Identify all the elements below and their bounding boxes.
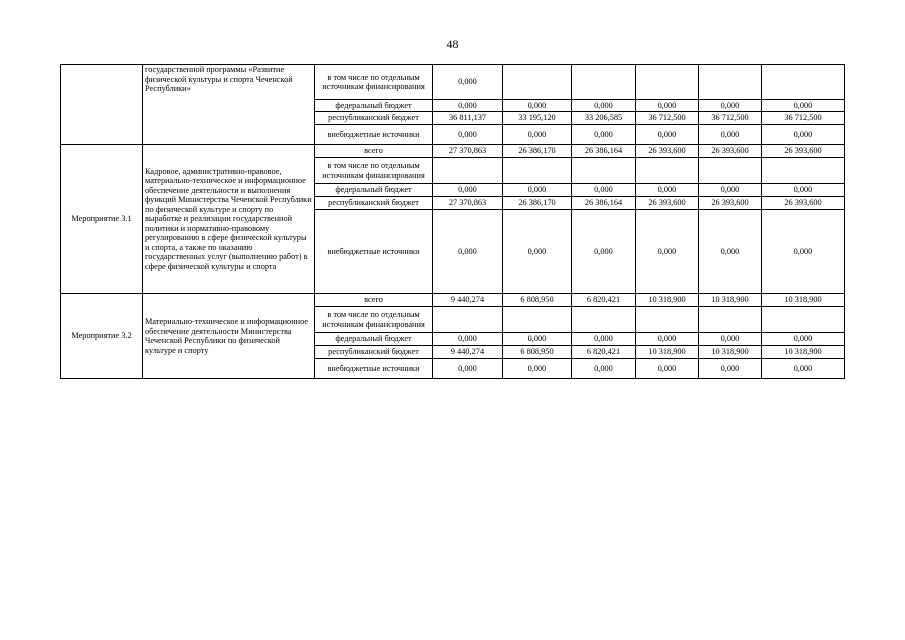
- amount-cell: 33 195,120: [503, 112, 572, 125]
- amount-cell: 0,000: [572, 210, 636, 294]
- funding-source-cell: всего: [315, 294, 433, 307]
- amount-cell: 6 808,950: [503, 294, 572, 307]
- amount-cell: 27 370,863: [433, 145, 503, 158]
- amount-cell: 0,000: [433, 125, 503, 145]
- amount-cell: 36 811,137: [433, 112, 503, 125]
- amount-cell: [762, 158, 845, 184]
- amount-cell: 26 393,600: [636, 197, 699, 210]
- amount-cell: 10 318,900: [762, 294, 845, 307]
- amount-cell: 0,000: [503, 125, 572, 145]
- amount-cell: 0,000: [762, 210, 845, 294]
- funding-source-cell: республиканский бюджет: [315, 346, 433, 359]
- amount-cell: [699, 307, 762, 333]
- amount-cell: [762, 65, 845, 100]
- amount-cell: 6 820,421: [572, 294, 636, 307]
- amount-cell: 27 370,863: [433, 197, 503, 210]
- amount-cell: 0,000: [699, 359, 762, 379]
- amount-cell: 0,000: [503, 359, 572, 379]
- amount-cell: 0,000: [762, 100, 845, 112]
- funding-source-cell: в том числе по отдельным источникам финансирования: [315, 158, 433, 184]
- amount-cell: 0,000: [503, 333, 572, 346]
- funding-source-cell: всего: [315, 145, 433, 158]
- amount-cell: 0,000: [699, 125, 762, 145]
- amount-cell: [636, 158, 699, 184]
- budget-table: [60, 64, 845, 379]
- event-cell: Мероприятие 3.1: [61, 145, 143, 294]
- amount-cell: 0,000: [636, 333, 699, 346]
- amount-cell: [636, 307, 699, 333]
- description-cell: Материально-техническое и информационное обеспечение деятельности Министерства Чеченской Республики по физической культуре и спорту: [143, 294, 315, 379]
- amount-cell: 0,000: [636, 184, 699, 197]
- amount-cell: 0,000: [433, 65, 503, 100]
- funding-source-cell: внебюджетные источники: [315, 210, 433, 294]
- amount-cell: 6 808,950: [503, 346, 572, 359]
- amount-cell: 36 712,500: [636, 112, 699, 125]
- amount-cell: 0,000: [699, 184, 762, 197]
- amount-cell: 26 393,600: [699, 145, 762, 158]
- amount-cell: 0,000: [762, 125, 845, 145]
- amount-cell: [636, 65, 699, 100]
- amount-cell: 6 820,421: [572, 346, 636, 359]
- amount-cell: 9 440,274: [433, 294, 503, 307]
- funding-source-cell: в том числе по отдельным источникам финансирования: [315, 65, 433, 100]
- event-cell: Мероприятие 3.2: [61, 294, 143, 379]
- page-number: 48: [446, 37, 459, 51]
- amount-cell: 0,000: [503, 210, 572, 294]
- funding-source-cell: внебюджетные источники: [315, 359, 433, 379]
- funding-source-cell: федеральный бюджет: [315, 100, 433, 112]
- amount-cell: [572, 307, 636, 333]
- amount-cell: 0,000: [572, 184, 636, 197]
- amount-cell: 0,000: [636, 210, 699, 294]
- amount-cell: 26 393,600: [762, 197, 845, 210]
- amount-cell: 0,000: [699, 333, 762, 346]
- amount-cell: 10 318,900: [699, 346, 762, 359]
- amount-cell: 10 318,900: [699, 294, 762, 307]
- amount-cell: 0,000: [636, 359, 699, 379]
- amount-cell: [503, 307, 572, 333]
- amount-cell: 9 440,274: [433, 346, 503, 359]
- amount-cell: [762, 307, 845, 333]
- amount-cell: 26 386,170: [503, 145, 572, 158]
- amount-cell: 0,000: [762, 333, 845, 346]
- funding-source-cell: федеральный бюджет: [315, 184, 433, 197]
- amount-cell: 26 386,164: [572, 197, 636, 210]
- amount-cell: 0,000: [572, 333, 636, 346]
- funding-source-cell: федеральный бюджет: [315, 333, 433, 346]
- amount-cell: 0,000: [433, 100, 503, 112]
- funding-source-cell: республиканский бюджет: [315, 112, 433, 125]
- amount-cell: 36 712,500: [699, 112, 762, 125]
- amount-cell: 0,000: [699, 210, 762, 294]
- amount-cell: [433, 307, 503, 333]
- funding-source-cell: внебюджетные источники: [315, 125, 433, 145]
- amount-cell: 36 712,500: [762, 112, 845, 125]
- amount-cell: 0,000: [636, 100, 699, 112]
- amount-cell: 0,000: [762, 359, 845, 379]
- amount-cell: 10 318,900: [636, 294, 699, 307]
- amount-cell: [572, 65, 636, 100]
- amount-cell: 0,000: [572, 125, 636, 145]
- amount-cell: 0,000: [699, 100, 762, 112]
- table-row: [61, 294, 845, 307]
- amount-cell: 0,000: [762, 184, 845, 197]
- amount-cell: [503, 65, 572, 100]
- amount-cell: 0,000: [433, 184, 503, 197]
- table-body: [61, 65, 845, 379]
- amount-cell: 26 393,600: [762, 145, 845, 158]
- amount-cell: 0,000: [572, 359, 636, 379]
- amount-cell: 33 206,585: [572, 112, 636, 125]
- table-row: [61, 145, 845, 158]
- event-cell: [61, 65, 143, 145]
- amount-cell: 26 393,600: [636, 145, 699, 158]
- table-row: [61, 65, 845, 100]
- amount-cell: [699, 158, 762, 184]
- amount-cell: 0,000: [572, 100, 636, 112]
- amount-cell: [503, 158, 572, 184]
- amount-cell: 0,000: [503, 184, 572, 197]
- description-cell: Кадровое, административно-правовое, материально-техническое и информационное обеспечение деятельности и выполнения функций Министерства Чеченской Республики по физической культуре и спорту по выработке и реализации государственной политики и нормативно-правовому регулированию в сфере физической культуры и спорта, а также по оказанию государственных услуг (выполнению работ) в сфере физической культуры и спорта: [143, 145, 315, 294]
- amount-cell: 0,000: [636, 125, 699, 145]
- funding-source-cell: республиканский бюджет: [315, 197, 433, 210]
- amount-cell: 0,000: [503, 100, 572, 112]
- amount-cell: [433, 158, 503, 184]
- amount-cell: 26 386,164: [572, 145, 636, 158]
- amount-cell: 0,000: [433, 359, 503, 379]
- description-cell: государственной программы «Развитие физической культуры и спорта Чеченской Республики»: [143, 65, 315, 145]
- amount-cell: [699, 65, 762, 100]
- amount-cell: 26 386,170: [503, 197, 572, 210]
- amount-cell: 10 318,900: [636, 346, 699, 359]
- amount-cell: 0,000: [433, 210, 503, 294]
- funding-source-cell: в том числе по отдельным источникам финансирования: [315, 307, 433, 333]
- amount-cell: 0,000: [433, 333, 503, 346]
- amount-cell: 10 318,900: [762, 346, 845, 359]
- amount-cell: [572, 158, 636, 184]
- amount-cell: 26 393,600: [699, 197, 762, 210]
